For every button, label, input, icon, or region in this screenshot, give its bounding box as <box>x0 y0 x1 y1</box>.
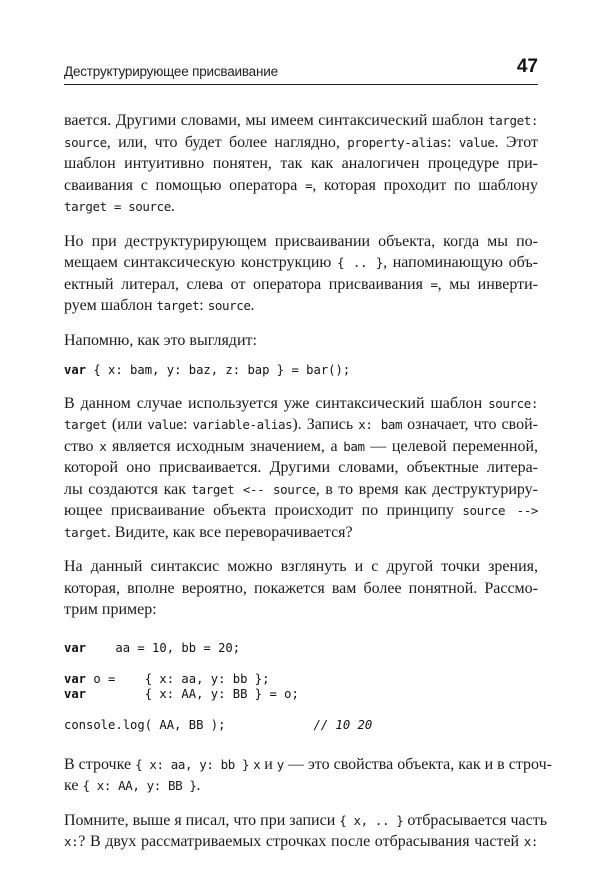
paragraph-5: На данный синтаксис можно взглянуть и с другой точки зрения, которая, вполне вероятно, покажется вам более понятной. Рассмо- трим пример: <box>64 558 538 618</box>
paragraph-2: Но при деструктурирующем присваивании объекта, когда мы по- мещаем синтаксическую конструкцию { .. }, напоминающую объ- ектный литерал, слева от оператора присваивания =, мы инверти- руем шаблон target: source. <box>64 232 538 314</box>
paragraph-4: В данном случае используется уже синтаксический шаблон source: target (или value: variable-alias). Запись x: bam означает, что свой- ство x является исходным значением, а bam — целевой переменной, которой оно присваивается. Другими словами, объектные литера- лы создаются как target <-- source, в то время как деструктуриру- ющее присваивание объекта происходит по принципу source --> target. Видите, как все переворачивается? <box>64 394 539 541</box>
header-title: Деструктурирующее присваивание <box>64 64 278 79</box>
paragraph-1: вается. Другими словами, мы имеем синтаксический шаблон target: source, или, что будет более наглядно, property-alias: value. Этот шаблон интуитивно понятен, так как аналогичен процедуре при- сваивания с помощью оператора =, которая проходит по шаблону target = source. <box>64 112 538 215</box>
code-block-2: var aa = 10, bb = 20; var o = { x: aa, y: bb }; var { x: AA, y: BB } = o; console.log( AA, BB ); // 10 20 <box>64 640 373 732</box>
code-block-1: var { x: bam, y: baz, z: bap } = bar(); <box>64 363 351 377</box>
header-divider <box>64 84 538 85</box>
page-number: 47 <box>516 56 538 77</box>
paragraph-7: Помните, выше я писал, что при записи { x, .. } отбрасывается часть x:? В двух рассматриваемых строчках после отбрасывания частей x: <box>64 811 548 850</box>
page-body <box>64 110 552 853</box>
paragraph-3: Напомню, как это выглядит: <box>64 331 257 349</box>
running-header <box>64 56 538 82</box>
paragraph-6: В строчке { x: aa, y: bb } x и y — это свойства объекта, как и в строч- ке { x: AA, y: BB }. <box>64 755 552 794</box>
